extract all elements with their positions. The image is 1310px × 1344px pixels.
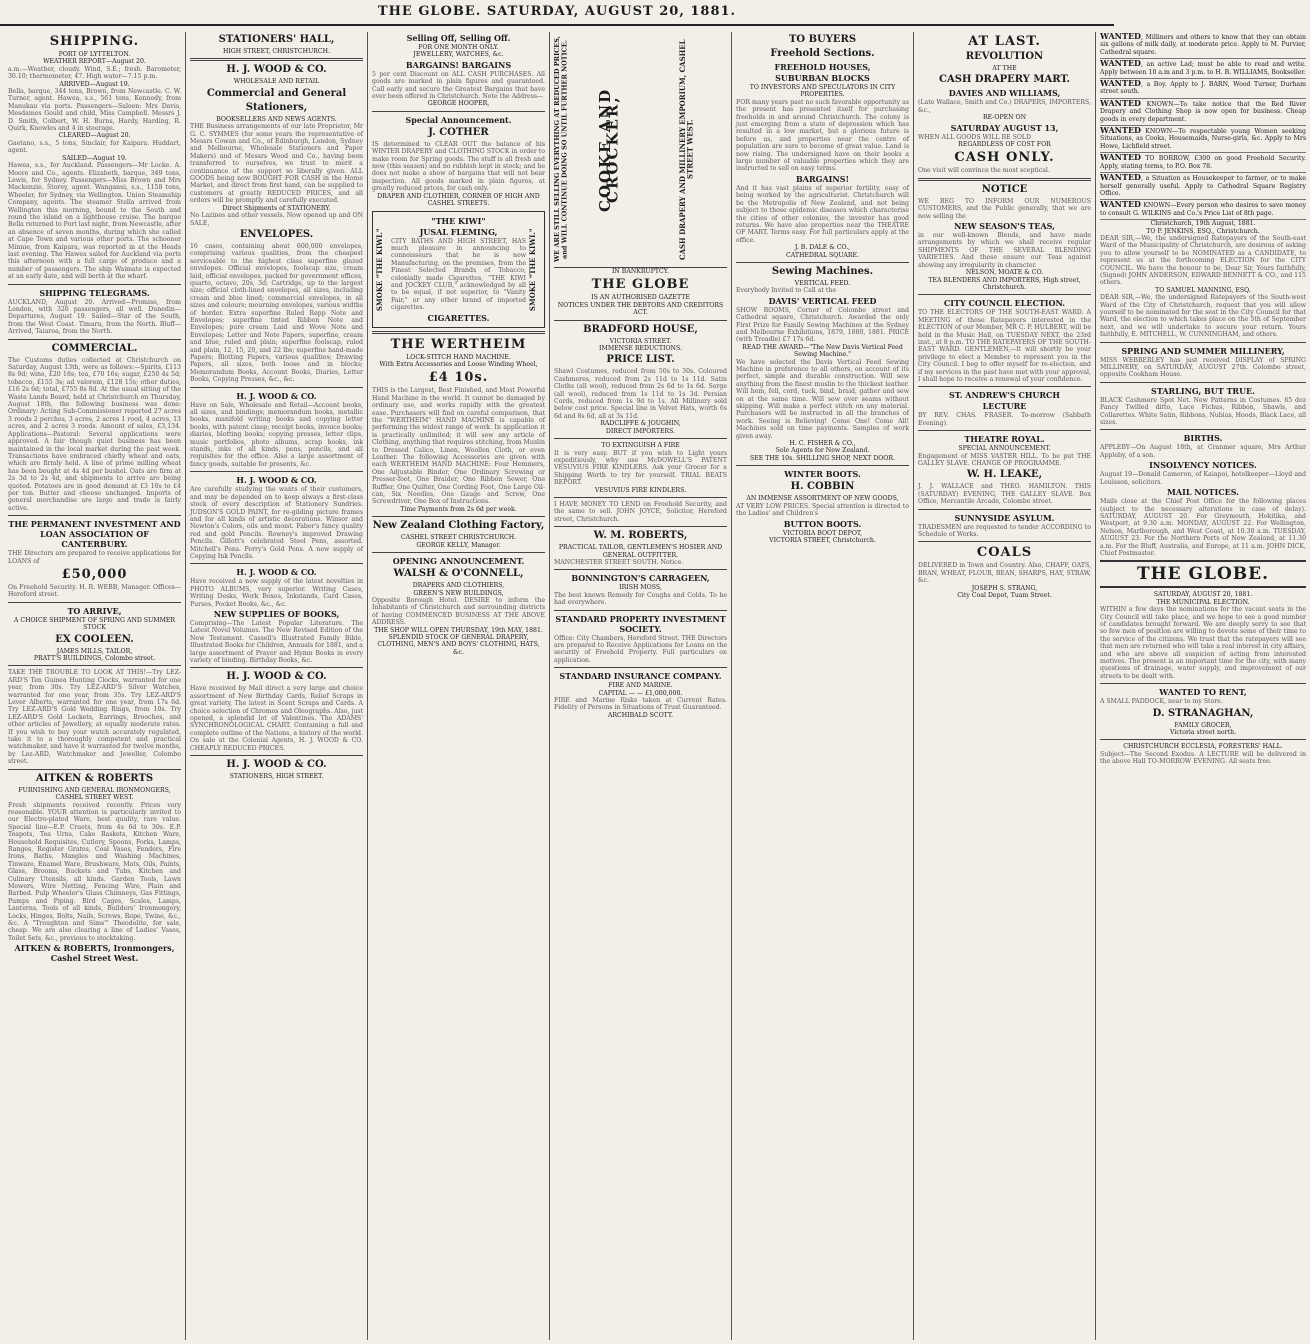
small-paddock: A SMALL PADDOCK, near to my Store. (1100, 698, 1223, 706)
fisher: H. C. FISHER & CO., (789, 440, 856, 448)
stationery-text: No Lazines and other vessels. Now opened up and ON SALE, (190, 212, 363, 227)
one-visit: One visit will convince the most sceptical. (918, 167, 1050, 175)
nelson: NELSON, MOATE & CO. (965, 269, 1044, 277)
choice-shipment: A CHOICE SHIPMENT OF SPRING AND SUMMER STOCK (13, 616, 176, 632)
roberts: W. M. ROBERTS, (593, 530, 688, 542)
loan-amount: £50,000 (61, 566, 128, 582)
kiwi-box (372, 211, 545, 328)
smoke-right: SMOKE "THE KIWI." (528, 227, 537, 311)
port-heading: PORT OF LYTTELTON. (58, 51, 131, 58)
bargains: BARGAINS! BARGAINS (405, 59, 512, 70)
commercial-general: Commercial and General (206, 87, 347, 99)
wertheim: THE WERTHEIM (390, 336, 527, 352)
wanted-7: WANTED, a Situation as Housekeeper to farmer, or to make herself generally useful. Apply to Cathedral Square Registry Office. (1100, 173, 1306, 200)
globe-title-box (1100, 560, 1306, 588)
shop-open: THE SHOP WILL OPEN THURSDAY, 19th MAY, 1881. (374, 626, 543, 634)
walsh-text: Opposite Borough Hotel. DESIRE to inform the Inhabitants of Christchurch and surrounding districts of having COMMENCED BUSINESS AT THE ABOVE ADDRESS. (372, 596, 545, 627)
wanted-rent: WANTED TO RENT, (1159, 687, 1247, 698)
tailor-name: JAMES MILLS, TAILOR, (56, 647, 133, 655)
tea-blenders: TEA BLENDERS AND IMPORTERS, High street, Christchurch. (928, 276, 1081, 291)
tailor-address: PRATT'S BUILDINGS, Colombo street. (33, 655, 156, 662)
wood-3-text: Are carefully studying the wants of their customers, and may be depended on to keep always a first-class stock of every description of Stationery Sundries. JUDSON'S GOLD PAINT, for re-gilding picture frames and for all kinds of artistic decorations. Winsor and Newton's Colors, oils and moist. Faber's fancy quality red and gold Pencils. Rowney's improved Drawing Pencils. Gillott's celebrated Steel Pens, assorted. Mitchell's Pens. Perry's Gold Pens. A new supply of Copying Ink Pencils. (190, 486, 363, 560)
shilling: SEE THE 10s. SHILLING SHOP, NEXT DOOR. (749, 454, 895, 462)
notice: NOTICE (981, 183, 1028, 195)
buyers: TO BUYERS (788, 34, 857, 45)
davies-text: (Late Wallace, Smith and Co.) DRAPERS, IMPORTERS, &c., (918, 99, 1091, 114)
st-andrews: ST. ANDREW'S CHURCH (949, 390, 1060, 401)
kiwi-title: "THE KIWI" (431, 215, 486, 226)
drapers: DRAPERS AND CLOTHIERS, (412, 582, 505, 590)
wood-intro: THE Business arrangements of our late Proprietor, Mr G. C. SYMMES (for some years the representative of Messrs Cowan and Co., of Edinburgh, London, Sydney and Melbourne, Wholesale Stationers and Paper Makers) and of Messrs Wood and Co., having been transferred to ourselves, we trust to merit a continuance of the support so liberally given. ALL GOODS being now BOUGHT FOR CASH in the Home Market, and direct from first hand, can be supplied to customers at greatly REDUCED PRICES, and all orders will be promptly and carefully executed. (190, 123, 363, 205)
revolution: REVOLUTION (965, 51, 1044, 62)
insolvency-text: August 19—Donald Cameron, of Kaiapoi, hotelkeeper—Lloyd and Louisson, solicitors. (1100, 471, 1306, 486)
stranaghan: D. STRANAGHAN, (1152, 707, 1254, 719)
sunnyside-text: TRADESMEN are requested to tender ACCORDING to Schedule of Works. (918, 523, 1091, 539)
davies: DAVIES AND WILLIAMS, (948, 88, 1061, 99)
victoria: VICTORIA STREET. (609, 337, 672, 345)
cigarettes: CIGARETTES. (427, 312, 490, 323)
births-text: APPLEBY—On August 18th, at Cranmer square, Mrs Arthur Appleby, of a son. (1100, 444, 1306, 459)
ex-cooleen: EX COOLEEN. (55, 633, 134, 645)
jenkins-address: TO P. JENKINS, ESQ., Christchurch. (1146, 227, 1260, 235)
depot-sub: VICTORIA STREET, Christchurch. (769, 536, 876, 544)
coals-text: DELIVERED in Town and Country. Also, CHAFF, OATS, BRAN, WHEAT, FLOUR, BEAN, SHARPS, HAY, STRAW, &c. (918, 562, 1091, 585)
regardless: REGARDLESS OF COST FOR (958, 141, 1051, 149)
booksellers: BOOKSELLERS AND NEWS AGENTS. (216, 115, 337, 123)
columns (4, 31, 1306, 1340)
telegrams-text: AUCKLAND, August 20. Arrived—Promise, from London, with 326 passengers, all well. Dunedin—Departures, August 19. Sailed—Star of the South, from the West Coast. Timaru, from the North. Bluff—Arrived, Taiaroa, from the North. (8, 298, 181, 336)
accessories: With Extra Accessories and Loose Winding Wheel, (379, 360, 538, 368)
sewing-text: SHOW ROOMS, Corner of Colombo street and Cathedral square, Christchurch. Awarded the only First Prize for Family Sewing Machines at the Sydney and Melbourne Exhibitions, 1879, 1880, 1881. PRICE (with Treadle) £7 17s 6d. (736, 306, 909, 344)
bargains-title: BARGAINS! (796, 173, 849, 184)
hj-wood-2: H. J. WOOD & CO. (236, 390, 317, 401)
price-list-text: Shawl Costumes, reduced from 50s to 30s. Coloured Cashmeres, reduced from 2s 11d to 1s 11d. Satin Cloths (all wool), reduced from 2s 6d to 1s 6d. Serge (all wool), reduced from 1s 11d to 1s 3d. Persian Cords, reduced from 1s 9d to 1s. All Millinery sold below cost price. Special line in Velvet Hats, worth 6s 6d and 8s 6d, all at 3s 11d. (554, 368, 727, 420)
leake: W. H. LEAKE, (966, 469, 1043, 481)
boots-text: AT VERY LOW PRICES. Special attention is directed to the Ladies' and Children's (736, 502, 909, 518)
sewing-intro: Everybody Invited to Call at the (736, 287, 837, 295)
wanted-5: WANTED KNOWN—To respectable young Women seeking Situations, as Cooks, Housemaids, Nurse-girls, &c. Apply to Mrs Howe, Lichfield street. (1100, 126, 1306, 153)
selling-off: Selling Off, Selling Off. (406, 33, 511, 43)
vertical-notice: WE ARE STILL SELLING EVERYTHING AT REDUCED PRICES, and WILL CONTINUE DOING SO UNTIL FURTHER NOTICE. (553, 36, 569, 263)
special-announcement: Special Announcement. (405, 114, 512, 125)
cooke-crocker-block (554, 32, 727, 268)
stationers-foot: STATIONERS, HIGH STREET. (229, 773, 324, 781)
arrived-text: Bella, barque, 344 tons, Brown, from Newcastle. C. W. Turner, agent. Hawea, s.s., 561 tons, Kennedy, from Manukau via ports. Passengers—Saloon: Mrs Davis, Mesdames Gould and child, Miss Campbell. Messrs J. D. Smith, Colbert, W. H. Burns, Hardy, Harding, R. Quirk, Knowles and 4 in steerage. (8, 88, 181, 133)
vesuvius: VESUVIUS FIRE KINDLERS. (594, 486, 687, 494)
teas-text: in our well-known Blends, and have made arrangements by which we shall receive regular SHIPMENTS OF THE SEVERAL BLENDING VARIETIES. And these ensure our Teas against showing any irregularity in character. (918, 232, 1091, 269)
notice-text: WE BEG TO INFORM OUR NUMEROUS CUSTOMERS, and the Public generally, that we are now selling the (918, 197, 1091, 220)
reopen: RE-OPEN ON (982, 114, 1026, 122)
column-5 (732, 32, 914, 1340)
wood-4-text: Have received a new supply of the latest novelties in PHOTO ALBUMS, very superior. Writing Cases, Writing Desks, Work Boxes, Inkstands, Card Cases, Purses, Pocket Books, &c., &c. (190, 578, 363, 608)
freehold-sections: Freehold Sections. (770, 48, 875, 59)
starling-text: BLACK Cashmere Spot Net. New Patterns in Costumes. 65 doz Fancy Twilled ditto, Lace Fichus, Ribbon, Shawls, and Collarettes. White Satin, Ribbons, Nubias, Hoods, Black Lace, all sizes. (1100, 396, 1306, 427)
cooke-crocker: COOKE AND CROCKER, (596, 87, 622, 212)
cleared-heading: CLEARED—August 20. (58, 132, 131, 140)
cash-drapery: CASH DRAPERY MART. (939, 74, 1070, 86)
globe-title: THE GLOBE. (1136, 564, 1270, 585)
wanted-8: WANTED KNOWN—Every person who desires to save money to consult G. WILKINS and Co.'s Price List of 8th page. (1100, 200, 1306, 220)
sailed-heading: SAILED—August 19. (62, 154, 127, 162)
hj-wood-3: H. J. WOOD & CO. (236, 475, 317, 486)
column-2 (186, 32, 368, 1340)
masthead: THE GLOBE. SATURDAY, AUGUST 20, 1881. (0, 0, 1114, 26)
theatre: THEATRE ROYAL. (964, 434, 1045, 445)
municipal: THE MUNICIPAL ELECTION. (1156, 598, 1250, 606)
wood-5-text: Have received by Mail direct a very large and choice assortment of New Birthday Cards, Relief Scraps in great variety, The latest in Scent Scraps and Cards. A choice selection of Chromos and Oleographs. Also, just opened, a splendid lot of Valentines. The ADAMS' SYNCHRONOLOGICAL CHART. Containing a full and complete outline of the Nations, a history of the world. On sale at the Colonial Agents, H. J. WOOD & CO. CHEAPLY REDUCED PRICES. (190, 685, 364, 752)
hosier: PRACTICAL TAILOR, GENTLEMEN'S HOSIER AND GENERAL OUTFITTER. (558, 544, 723, 559)
standard-prop: STANDARD PROPERTY INVESTMENT SOCIETY. (555, 613, 726, 634)
cother-text: IS determined to CLEAR OUT the balance of his WINTER DRAPERY and CLOTHING STOCK in order to make room for Spring goods. The stuff is all fresh and new (this season) and no rubbish kept in stock; and he does not make a show of bargains that will not bear inspection. All goods marked in plain figures, at greatly reduced prices, for cash only. (372, 140, 545, 193)
cathedral: CATHEDRAL SQUARE. (785, 251, 859, 259)
standard-ins: STANDARD INSURANCE COMPANY. (559, 671, 722, 682)
strang: JOSEPH S. STRANG, (971, 584, 1038, 592)
lockstitch: LOCK-STITCH HAND MACHINE. (406, 353, 511, 361)
immense: AN IMMENSE ASSORTMENT OF NEW GOODS, (746, 495, 899, 503)
millinery-text: MISS WEBBERLEY has just received DISPLAY of SPRING MILLINERY, on SATURDAY, AUGUST 27th. Colombo street, opposite Cookham House. (1100, 356, 1306, 379)
jusal: JUSAL FLEMING, (419, 226, 498, 237)
election: CITY COUNCIL ELECTION. (943, 298, 1066, 309)
fire-text: It is very easy. BUT if you wish to Light yours expeditiously, why use McDOWELL'S PATENT VESUVIUS FIRE KINDLERS. Ask your Grocer for a Shipping Worth to try for yourself. TRIAL BEATS REPORT. (554, 449, 727, 487)
cooke-sub: CASH DRAPERY AND MILLINERY EMPORIUM, CASHEL STREET WEST. (677, 39, 695, 260)
stationers-hall-heading: STATIONERS' HALL, (218, 34, 335, 45)
starling: STARLING, BUT TRUE. (1151, 385, 1255, 396)
aitken-text: Fresh shipments received recently. Prices very reasonable. YOUR attention is particularly invited to our Electro-plated Ware, best quality, rare value. Special line—E.P. Cruets, from 4s 6d to 30s. E.P. Teapots, Tea Urns, Cake Baskets, Kitchen Ware, Household Requisites, Cutlery, Spoons, Forks, Lamps, Ranges, Register Grates, Coal Vases, Fenders, Fire Irons, Baths, Mangles and Washing Machines, Tinware, Enamel Ware, Brushware, Mats, Oils, Paints, Glass, Brooms, Buckets and Tubs, Kitchen and Culinary Utensils, all kinds. Garden Tools, Lawn Mowers, Wire Netting, Fencing Wire, Plain and Barbed. Pulp Wheeler's Glass Chimneys, Gas Fittings, Pumps and Piping. Bird Cages, Scales, Lamps, Lanterns, Tools of all kinds, Builders' Ironmongery, Locks, Hinges, Bolts, Nails, Screws, Rope, Twine, &c., &c. A "Troughton and Sims'" Theodolite, for sale, cheap. We are also clearing a line of Ladies' Vases, Toilet Sets, &c., previous to stocktaking. (8, 801, 181, 942)
city-coal: City Coal Depot, Tuam Street. (957, 592, 1052, 600)
wertheim-price: £4 10s. (428, 370, 489, 386)
wanted-4: WANTED KNOWN—To take notice that the Red River Drapery and Clothing Shop is now open for business. Cheap goods in every department. (1100, 99, 1306, 126)
leake-text: J. J. WALLACE and THEO. HAMILTON. THIS (SATURDAY) EVENING, THE GALLEY SLAVE. Box Office, Mercantile Arcade, Colombo street. (918, 483, 1091, 506)
radcliffe: RADCLIFFE & JOUGHIN, (600, 420, 681, 428)
commercial-heading: COMMERCIAL. (51, 342, 138, 354)
award: READ THE AWARD—"The New Davis Vertical Feed Sewing Machine." (742, 343, 903, 359)
buyers-text: FOR many years past no such favorable opportunity as the present has presented itself for purchasing freeholds in and around Christchurch. The colony is just emerging from a state of depression which has resulted in a low market, but a glorious future is before us, and properties near the centre of population are sure to become of great value. Land is now rising. The undersigned have on their books a large number of valuable properties which they are instructed to sell on easy terms. (736, 98, 909, 173)
button: BUTTON BOOTS. (783, 518, 862, 529)
jewellery: JEWELLERY, WATCHES, &c. (413, 51, 504, 59)
cleared-text: Gaetano, s.s., 5 tons, Sinclair, for Kaipara. Huddart, agent. (8, 139, 181, 155)
wanted-1: WANTED, Milliners and others to know that they can obtain six gallons of milk daily, at moderate price. Apply to M. Purvier, Cathedral square. (1100, 32, 1306, 59)
stationers: Stationers, (245, 101, 308, 113)
election-text: TO THE ELECTORS OF THE SOUTH-EAST WARD. A MEETING of those Ratepayers interested in the ELECTION of our Member, MR C. P. HULBERT, will be held in the Music Hall, on TUESDAY NEXT, the 23rd inst., at 8 p.m. TO THE RATEPAYERS OF THE SOUTH-EAST WARD. GENTLEMEN,—It will shortly be your privilege to elect a Member to represent you in the City Council. I beg to offer myself for re-election, and if my services in the past have met with your approval, I shall hope to receive a renewal of your confidence. (918, 309, 1091, 383)
smoke-left: SMOKE "THE KIWI." (375, 227, 384, 311)
hj-wood-5: H. J. WOOD & CO. (226, 671, 327, 683)
investors: TO INVESTORS AND SPECULATORS IN CITY PROPERTIES. (749, 84, 896, 99)
insurance-text: FIRE and Marine Risks taken at Current Rates. Fidelity of Persons in Situations of Trust Guaranteed. (554, 697, 727, 712)
direct-shipments: Direct Shipments of STATIONERY. (222, 204, 331, 212)
mail-text: Mails close at the Chief Post Office for the following places (subject to the necessary alterations in case of delay). SATURDAY, AUGUST 20. For Greymouth, Hokitika, and Westport, at 9.30 a.m. MONDAY, AUGUST 22. For Wellington, Nelson, Marlborough, and West Coast, at 10.30 a.m. TUESDAY, AUGUST 23. For the Northern Ports of New Zealand, at 11.30 a.m. For the Bluff, Australia, and Europe, at 11 a.m. JOHN DICK, Chief Postmaster. (1100, 498, 1306, 557)
hooper-text: 5 per cent Discount on ALL CASH PURCHASES. All goods are marked in plain figures and guaranteed. Call early and secure the Greatest Bargains that have ever been offered in Christchurch. Note the Address— (372, 70, 545, 101)
column-4 (550, 32, 732, 1340)
aitken-heading: AITKEN & ROBERTS (35, 772, 154, 784)
globe-gazette: THE GLOBE (591, 277, 690, 293)
wertheim-text: THIS is the Largest, Best Finished, and Most Powerful Hand Machine in the world. It cannot be damaged by ordinary use, and works rapidly with the greatest ease. Purchasers will find on careful comparison, that the "WERTHEIM" HAND MACHINE is capable of performing the widest range of work. In application it is practically unlimited; it will sew any article of Clothing, anything that requires stitching, from Muslin to Dressed Calico, Linen, Woollen Cloth, or even Leather. The following Accessories are given with each WERTHEIM HAND MACHINE: Four Hemmers, One Adjustable Binder, One Ordinary Screwing or Presser-foot, One Braider, One Ribbon Sewer, One Ruffler, One Quilter, One Cording Foot, One Large Oil-can, Six Needles, One Gauge and Screw, One Screwdriver, One Box of Instructions. (372, 387, 545, 506)
price-list: PRICE LIST. (606, 354, 675, 366)
authorised: IS AN AUTHORISED GAZETTE (591, 294, 690, 302)
kiwi-text: CITY BATHS AND HIGH STREET, HAS much pleasure in announcing to connoisseurs that he is now Manufacturing, on the premises, from the Finest Selected Brands of Tobacco, colonially made Cigarettes, "THE KIWI and JOCKEY CLUB," acknowledged by all to be equal, if not superior, to "Vanity Fair," or any other brand of imported cigarettes. (391, 237, 526, 312)
sailed-text: Hawea, s.s., for Auckland. Passengers—Mr Locke. A. Moore and Co., agents. Elizabeth, barque, 349 tons, Lewis, for Sydney. Passengers—Miss Brown and Mrs Mackenzie. Storey, agent. Wanganui, s.s., 1158 tons, Wheeler, for Sydney, via Wellington. Union Steamship Company, agents. The steamer Stella arrived from Wellington this morning, bound to the South and round the island on a lighthouse cruise. The barque Bella returned to Port last night, from Newcastle, after an absence of seven months, during which she called at Cape Town and various other ports. The schooner Minnie, from Kaipara, was reported in at the Heads last evening. The Hawea sailed for Auckland via ports this afternoon with a full cargo of produce and a number of passengers. The ship Waimate is expected at an early date, and will berth at the wharf. (8, 162, 181, 281)
reductions: IMMENSE REDUCTIONS. (599, 345, 682, 353)
hooper: GEORGE HOOPER, (427, 100, 490, 108)
insolvency: INSOLVENCY NOTICES. (1149, 460, 1257, 471)
depot: VICTORIA BOOT DEPOT, (782, 529, 863, 537)
envelopes-text: 16 cases, containing about 600,000 envelopes, comprising various qualities, from the cheapest serviceable to the highest class superfine glazed envelopes. Official envelopes, foolscap size, cream laid, official envelopes, packed for government offices, quarto, octavo, 20s, 3d; Cartridge, up to the largest size; official cloth-lined envelopes, all sizes, including cream and blue lined; commercial envelopes, in all sizes and colours; mourning envelopes, various widths of border. Extra superfine Ruled Repp Note and Envelopes; superfine tinted Ribbon Note and Envelopes; pure cream Laid and Wove Note and Envelopes; Letter and Note Papers, superfine, cream and blue, ruled and plain; superfine foolscap, ruled and plain, 12, 15, 20, and 22 lbs; superfine hand-made Papers; Blotting Papers, various qualities; Drawing Papers, all sizes, both loose and in blocks; Memorandum Books, Account Books, Diaries, Letter Books, Copying Presses, &c., &c. (190, 242, 363, 384)
sewing: Sewing Machines. (771, 265, 874, 277)
wanted-6: WANTED TO BORROW, £300 on good Freehold Security. Apply, stating terms, to P.O. Box 78. (1100, 153, 1306, 173)
aitken-sub: FURNISHING AND GENERAL IRONMONGERS, CASHEL STREET WEST. (18, 786, 171, 802)
award-text: We have selected the Davis Vertical Feed Sewing Machine in preference to all others, on account of its perfect, simple and durable construction. Will sew anything from the finest muslin to the thickest leather. Will hem, fell, cord, tuck, bind, braid, gather and sew on at the same time. Will sew over seams without skipping. Will make a perfect stitch on any material. Purchasers will be instructed in all the branches of work. Seeing is Believing! Come One! Come All! Machines sold on time payments. Samples of work given away. (736, 358, 909, 440)
theatre-text: Engagement of MISS VASTER HILL. To be put THE GALLEY SLAVE. CHANGE OF PROGRAMME. (918, 452, 1091, 467)
mail-notices: MAIL NOTICES. (1167, 487, 1239, 498)
cash-only: CASH ONLY. (954, 150, 1055, 166)
at-last: AT LAST. (968, 34, 1041, 49)
column-6 (914, 32, 1096, 1340)
hj-wood-6: H. J. WOOD & CO. (226, 759, 327, 771)
when-text: WHEN ALL GOODS WILL BE SOLD (918, 133, 1031, 141)
money-text: I HAVE MONEY TO LEND on Freehold Security, and the same to sell. JOHN JOYCE, Solicitor, Hereford street, Christchurch. (554, 500, 727, 523)
shipping-heading: SHIPPING. (49, 34, 140, 49)
moss-text: The best known Remedy for Coughs and Colds. To be had everywhere. (554, 591, 727, 607)
opening: OPENING ANNOUNCEMENT. (392, 556, 525, 567)
bankruptcy: IN BANKRUPTCY. (611, 268, 670, 275)
lecture: LECTURE (982, 401, 1027, 412)
globe-date: SATURDAY, AUGUST 20, 1881. (1153, 591, 1253, 599)
spring-millinery: SPRING AND SUMMER MILLINERY, (1121, 345, 1285, 356)
births: BIRTHS. (1183, 433, 1223, 444)
new-supplies: NEW SUPPLIES OF BOOKS, (213, 608, 340, 619)
permanent-heading: THE PERMANENT INVESTMENT AND LOAN ASSOCIATION OF CANTERBURY. (8, 519, 181, 550)
weather-report: WEATHER REPORT—August 20. (43, 58, 146, 66)
nz-clothing: New Zealand Clothing Factory, (372, 520, 545, 532)
fisher-sub: Sole Agents for New Zealand. (775, 447, 870, 455)
books-text: Comprising—The Latest Popular Literature. The Latest Novel Volumes. The New Revised Edition of the New Testament. Cassell's Illustrated Family Bible, Illustrated Books for Children, Annuals for 1881, and a large assortment of Prayer and Hymn Books in every variety of binding. Birthday Books, &c. (190, 619, 363, 664)
permanent-foot: On Freehold Security. H. R. WEBB, Manager. Offices—Hereford street. (8, 583, 181, 599)
commercial-text: The Customs duties collected at Christchurch on Saturday, August 13th, were as follows:—Spirits, £113 8s 9d; wine, £20 18s; tea, £70 16s; sugar, £250 4s 5d; tobacco, £155 3s; ad valorem, £128 15s; other duties, £16 2s 6d; total, £755 8s 8d. At the usual sitting of the Waste Lands Board, held at Christchurch on Thursday, August 18th, the following business was done: Ordinary: Acting Sub-Commissioner reported 27 acres 3 roods 2 perches, 3 acres, 2 acres 1 rood, 4 acres, 13 acres, and 2 acres 3 roods. Amount of sales, £3,134. Applications—Pastoral: Several applications were approved. A fair though quiet business has been maintained in the local market during the past week. Transactions have embraced chiefly wheat and oats, which are firmly held. A line of prime milling wheat has been bought at 4s 4d per bushel. Oats are firm at 2s 3d to 2s 4d, and shipments to arrive are being quoted. Potatoes are in good demand at £3 10s to £4 per ton. Butter and cheese unchanged. Imports of general merchandise are large and trade is fairly active. (8, 356, 181, 512)
column-7 (1096, 32, 1310, 1340)
special-ann: SPECIAL ANNOUNCEMENT. (958, 445, 1051, 453)
hj-wood-4: H. J. WOOD & CO. (236, 567, 317, 578)
telegrams-heading: SHIPPING TELEGRAMS. (39, 287, 150, 298)
notices-act: NOTICES UNDER THE DEBTORS AND CREDITORS ACT. (557, 301, 724, 317)
irish-moss: IRISH MOSS, (619, 584, 662, 592)
arrived-heading: ARRIVED—August 19. (59, 80, 130, 88)
mcghie-date: Christchurch, 19th August, 1881. (1150, 220, 1256, 228)
sunnyside: SUNNYSIDE ASYLUM. (954, 512, 1055, 523)
at-the: AT THE (992, 65, 1017, 72)
high-street: HIGH STREET, CHRISTCHURCH. (222, 48, 331, 55)
time-payments: Time Payments from 2s 6d per week. (400, 505, 517, 513)
vertical-feed: VERTICAL FEED. (794, 279, 851, 287)
cobbin: H. COBBIN (790, 481, 855, 493)
wholesale: WHOLESALE AND RETAIL (233, 78, 320, 86)
weather-text: a.m.—Weather, cloudy. Wind, S.E.; fresh. Barometer, 30.10; thermometer, 47. High water—7.15 p.m. (8, 65, 181, 81)
teas: NEW SEASON'S TEAS, (954, 221, 1055, 232)
envelopes-heading: ENVELOPES. (239, 228, 314, 240)
greens: GREEN'S NEW BUILDINGS, (413, 589, 504, 597)
permanent-text: THE Directors are prepared to receive applications for LOANS of (8, 550, 181, 565)
cother-sub: DRAPER AND CLOTHIER, CORNER OF HIGH AND CASHEL STREETS. (377, 192, 540, 208)
hj-wood-heading: H. J. WOOD & CO. (226, 64, 327, 76)
lecture-text: BY REV. CHAS. FRASER. To-morrow (Sabbath Evening). (918, 412, 1091, 427)
walsh: WALSH & O'CONNELL, (393, 568, 524, 580)
one-month: FOR ONE MONTH ONLY. (418, 44, 499, 51)
column-1 (4, 32, 186, 1340)
coals: COALS (976, 545, 1033, 561)
cashel-st: CASHEL STREET CHRISTCHURCH. (400, 534, 517, 542)
davis: DAVIS' VERTICAL FEED (768, 295, 877, 306)
bradford: BRADFORD HOUSE, (583, 323, 698, 335)
kelly: GEORGE KELLY, Manager. (416, 541, 501, 549)
roberts-text: MANCHESTER STREET SOUTH. Notice. (554, 558, 684, 566)
victoria-st: Victoria street north. (1169, 729, 1237, 737)
wanted-2: WANTED, an active Lad; must be able to read and write. Apply between 10 a.m and 3 p.m. to H. B. WILLIAMS, Bookseller. (1100, 59, 1306, 79)
fire-marine: FIRE AND MARINE. (608, 682, 673, 690)
capital: CAPITAL — — £1,000,000. (598, 689, 683, 697)
bargains-text: And it has vast plains of superior fertility, easy of being worked by the agriculturist. Christchurch will be the Metropolis of New Zealand, and not being subject to those epidemic diseases which characterise the cities of other colonies, the investor has good returns. We have also properties near the THEATRE OF MART. Terms easy. For full particulars apply at the office. (736, 184, 909, 244)
to-arrive-heading: TO ARRIVE, (67, 605, 122, 616)
fire: TO EXTINGUISH A FIRE (601, 442, 680, 450)
aitken-foot: AITKEN & ROBERTS, Ironmongers, Cashel Street West. (14, 943, 175, 964)
importers: DIRECT IMPORTERS. (605, 427, 676, 435)
manning-address: TO SAMUEL MANNING, ESQ. (1155, 286, 1251, 294)
municipal-text: WITHIN a few days the nominations for the vacant seats in the City Council will take place, and we hope to see a good number of candidates brought forward. We are deeply sorry to see that so few men of position are willing to devote some of their time to the service of the citizens. We trust that the ratepayers will see that men are returned who will take a real interest in city affairs, and who are above all suspicion of acting from interested motives. The present is an important time for the city, with many questions of drainage, water supply, and improvement of our streets to be dealt with. (1100, 606, 1306, 680)
suburban: SUBURBAN BLOCKS (775, 73, 870, 83)
standard-prop-text: Office: City Chambers, Hereford Street. THE Directors are prepared to Receive Applications for Loans on the security of Freehold Property. Full particulars on application. (554, 634, 727, 664)
wood-2-text: Have on Sale, Wholesale and Retail—Account books, all sizes, and bindings; memorandum books, metallic books, manifold writing books and copying letter books, with patent clasp; receipt books, invoice books; diaries, blotting books; copying presses, letter clips, music portfolios, photo albums, scrap books, ink stands, inks of all kinds, pens, pencils, and all requisites for the office. Also a large assortment of fancy goods, suitable for presents, &c. (190, 401, 363, 468)
manning-text: DEAR SIR,—We, the undersigned Ratepayers of the South-west Ward of the City of Christchurch, request that you will allow yourself to be nominated for the seat in the City Council for that Ward, the election to which takes place on the 5th of September next, and we will undertake to secure your return. Yours faithfully, E. MITCHELL, W. CUNNINGHAM, and others. (1100, 294, 1306, 339)
forresters: CHRISTCHURCH ECCLESIA, FORESTERS' HALL. (1123, 743, 1283, 751)
winter-boots: WINTER BOOTS. (784, 469, 861, 480)
saturday: SATURDAY AUGUST 13, (950, 122, 1059, 133)
forresters-text: Subject—The Second Exodus. A LECTURE will be delivered in the above Hall TO-MORROW EVENING. All seats free. (1100, 750, 1306, 766)
scott: ARCHIBALD SCOTT. (607, 711, 674, 719)
jenkins-text: DEAR SIR,—We, the undersigned Ratepayers of the South-east Ward of the Municipality of Christchurch, are desirous of asking you to allow yourself to be NOMINATED as a CANDIDATE, to represent us at the forthcoming ELECTION for the CITY COUNCIL. We have the honour to be, Dear Sir, Yours faithfully, (Signed) JOHN ANDERSON, EDWARD BENNETT & CO., and 115 others. (1100, 234, 1306, 287)
watches-text: TAKE THE TROUBLE TO LOOK AT THIS!—Try LEZ-ARD'S Ten Guinea Hunting Clocks, warranted for one year, from 30s. Try LEZ-ARD'S Silver Watches, warranted for one year, from 35s. Try LEZ-ARD'S Lever Alberts, warranted for one year, from 17s 6d. Try LEZ-ARD'S Gold Wedding Rings, from 10s. Try LEZ-ARD'S Gold Lockets, Earrings, Brooches, and other articles of Jewellery, at equally moderate rates. If you wish to buy your watch accurately regulated, take it to a thoroughly competent and practical watchmaker, and have it warranted for twelve months, by Lez-ARD, Watchmaker and Jeweller, Colombo street. (8, 669, 181, 766)
column-3 (368, 32, 550, 1340)
cother: J. COTHER (428, 126, 489, 138)
dale: J. B. DALE & CO., (794, 244, 851, 252)
splendid: SPLENDID STOCK OF GENERAL DRAPERY, CLOTHING, MEN'S AND BOYS' CLOTHING, HATS, &c. (377, 633, 540, 656)
family-grocer: FAMILY GROCER, (1174, 721, 1232, 729)
bonnington: BONNINGTON'S CARRAGEEN, (571, 573, 710, 584)
wanted-3: WANTED, a Boy. Apply to J. BARN, Wood Turner, Durham street south. (1100, 79, 1306, 99)
freehold-houses: FREEHOLD HOUSES, (774, 62, 871, 72)
